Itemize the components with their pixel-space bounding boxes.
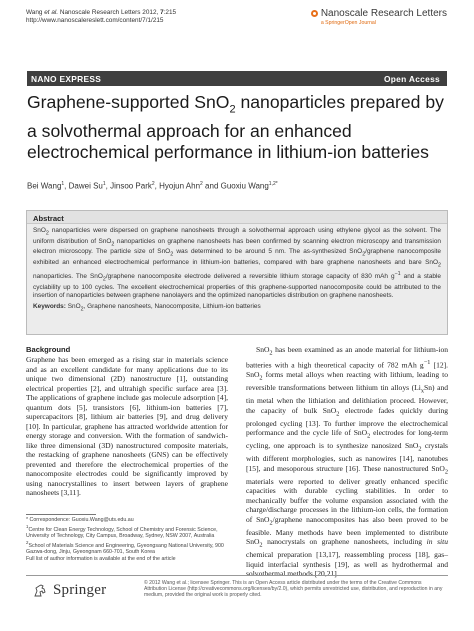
ref-link[interactable]: 3 xyxy=(219,383,224,393)
ref-link[interactable]: 8 xyxy=(79,412,83,421)
right-column xyxy=(246,345,448,579)
journal-name: Nanoscale Research Letters xyxy=(320,8,447,19)
affiliation-1: $^1$Centre for Clean Energy Technology, School of Chemistry and Forensic Science, University of Technology, City Campus, Broadway, Sydney, NSW 2007, Australia xyxy=(26,523,218,539)
article-type-banner xyxy=(27,71,447,86)
ref-link[interactable]: 14 xyxy=(402,454,410,464)
background-heading: Background xyxy=(26,345,71,354)
ref-link[interactable]: 20,21 xyxy=(317,569,335,579)
springer-name: Springer xyxy=(53,582,107,598)
citation-header xyxy=(26,9,176,25)
citation-line: Wang et al. Nanoscale Research Letters 2012, 7:215 xyxy=(26,9,177,16)
ref-link[interactable]: 1 xyxy=(179,374,184,383)
ref-link[interactable]: 9 xyxy=(159,412,164,421)
intro-paragraph: SnO$_2$ has been examined as an anode material for lithium-ion batteries with a high theoretical capacity of 782 mAh $g^{-1}$ [12]. SnO$_2$ forms metal alloys when reacting with lithium, leading to reversible transformations between lithium tin alloys $(Li_xSn)$ and tin metal when the lithiation and delithiation proceed. However, the capacity of bulk SnO$_2$ electrode fades quickly during prolonged cycling [13]. To further improve the electrochemical performance and the cycle life of SnO$_2$ electrodes for long-term cycling, one approach is to synthesize nanosized SnO$_2$ crystals with different morphologies, such as nanowires [14], nanotubes [15], and mesoporous structure [16]. These nanostructured SnO$_2$ materials were reported to deliver greatly enhanced specific capacities with durable cycling stabilities. In order to mechanically buffer the volume expansion associated with the charge/discharge processes in the lithium-ion cells, the formation of SnO$_2$/graphene nanocomposites has also been proved to be feasible. Many methods have been implemented to distribute SnO$_2$ nanocrystals on graphene nanosheets, including in situ chemical preparation [13,17], reassembling process [18], gas–liquid interfacial synthesis [19], as well as hydrothermal and solvothermal methods [20,21]. xyxy=(246,345,449,579)
ref-link[interactable]: 2 xyxy=(93,383,97,393)
author-info-note: Full list of author information is available at the end of the article xyxy=(26,555,176,562)
ref-link[interactable]: 13 xyxy=(308,418,316,428)
affiliation-2: $^2$School of Materials Science and Engineering, Gyeongsang National University, 900 Gazwa-dong, Jinju, Gyeongnam 660-701, South Korea xyxy=(26,539,224,555)
journal-brand xyxy=(311,8,447,26)
ref-link[interactable]: 12 xyxy=(436,360,444,370)
ref-link[interactable]: 15 xyxy=(248,463,257,473)
keywords: Keywords: SnO$_2$, Graphene nanosheets, Nanocomposite, Lithium-ion batteries xyxy=(33,303,261,313)
springer-horse-icon xyxy=(32,583,48,599)
ref-link[interactable]: 3,11 xyxy=(63,488,77,497)
article-type: NANO EXPRESS xyxy=(31,73,102,84)
ref-link[interactable]: 6 xyxy=(132,402,137,412)
article-url[interactable]: http://www.nanoscalereslett.com/content/7/1/215 xyxy=(26,17,164,25)
journal-logo-icon xyxy=(311,10,318,17)
ref-link[interactable]: 16 xyxy=(348,463,356,473)
license-text: © 2012 Wang et al.; licensee Springer. This is an Open Access article distributed under the terms of the Creative Commons Attribution License (http://creativecommons.org/licenses/by/2.0), which permits unrestricted use, distribution, and reproduction in any medium, provided the original work is properly cited. xyxy=(144,580,443,599)
ref-link[interactable]: 7 xyxy=(219,402,224,412)
springer-logo xyxy=(32,582,106,599)
ref-link[interactable]: 19 xyxy=(337,559,345,569)
ref-link[interactable]: 13,17 xyxy=(318,550,336,560)
abstract-heading: Abstract xyxy=(27,211,447,224)
footer-divider xyxy=(26,575,448,576)
ref-link[interactable]: 4 xyxy=(219,393,224,402)
ref-link[interactable]: 10 xyxy=(28,421,37,431)
background-paragraph: Graphene has been emerged as a rising star in materials science and as an excellent candidate for many applications due to its unique two dimensional (2D) nanostructure [1], outstanding electrical properties [2], and ultrahigh specific surface area [3]. The applications of graphene include gas molecule adsorption [4], quantum dots [5], transistors [6], lithium-ion batteries [7], supercapacitors [8], lithium air batteries [9], and drug delivery [10]. In particular, graphene has attracted worldwide attention for energy storage and conversion. With the formation of sandwich-like three dimensional (3D) nanostructured composite materials, the restacking of graphene nanosheets (GNS) can be effectively prevented and therefore the electrochemical properties of the nanocomposite electrodes could be significantly improved by using nanocrystallines to insert between layers of graphene nanosheets [3,11]. xyxy=(26,355,228,497)
author-list: Bei Wang$^1$, Dawei Su$^1$, Jinsoo Park$^2$, Hyojun Ahn$^2$ and Guoxiu Wang$^{1,2*}$ xyxy=(27,181,278,191)
footnotes xyxy=(26,517,228,562)
ref-link[interactable]: 5 xyxy=(79,402,83,412)
open-access-label: Open Access xyxy=(383,73,440,84)
journal-subtitle: a SpringerOpen Journal xyxy=(320,20,376,26)
abstract-box xyxy=(26,210,448,335)
left-column xyxy=(26,345,228,498)
abstract-text: SnO$_2$ nanoparticles were dispersed on graphene nanosheets through a solvothermal approach using ethylene glycol as the solvent. The uniform distribution of SnO$_2$ nanoparticles on graphene nanosheets has been confirmed by scanning electron microscopy and transmission electron microscopy. The particle size of SnO$_2$ was determined to be around 5 nm. The as-synthesized SnO$_2$/graphene nanocomposite exhibited an enhanced electrochemical performance in lithium-ion batteries, compared with bare graphene nanosheets and bare SnO$_2$ nanoparticles. The SnO$_2$/graphene nanocomposite electrode delivered a reversible lithium storage capacity of 830 mAh $g^{-1}$ and a stable cyclability up to 100 cycles. The excellent electrochemical properties of this graphene-supported nanocomposite could be attributed to the insertion of nanoparticles between graphene nanolayers and the optimized nanoparticles distribution on graphene nanosheets. xyxy=(33,227,442,299)
article-title: Graphene-supported SnO$_2$ nanoparticles prepared by a solvothermal approach for an enhanced electrochemical performance in lithium-ion batteries xyxy=(27,92,444,162)
footnote-divider xyxy=(26,514,96,515)
ref-link[interactable]: 18 xyxy=(417,550,426,560)
correspondence: * Correspondence: Guoxiu.Wang@uts.edu.au xyxy=(26,517,134,523)
